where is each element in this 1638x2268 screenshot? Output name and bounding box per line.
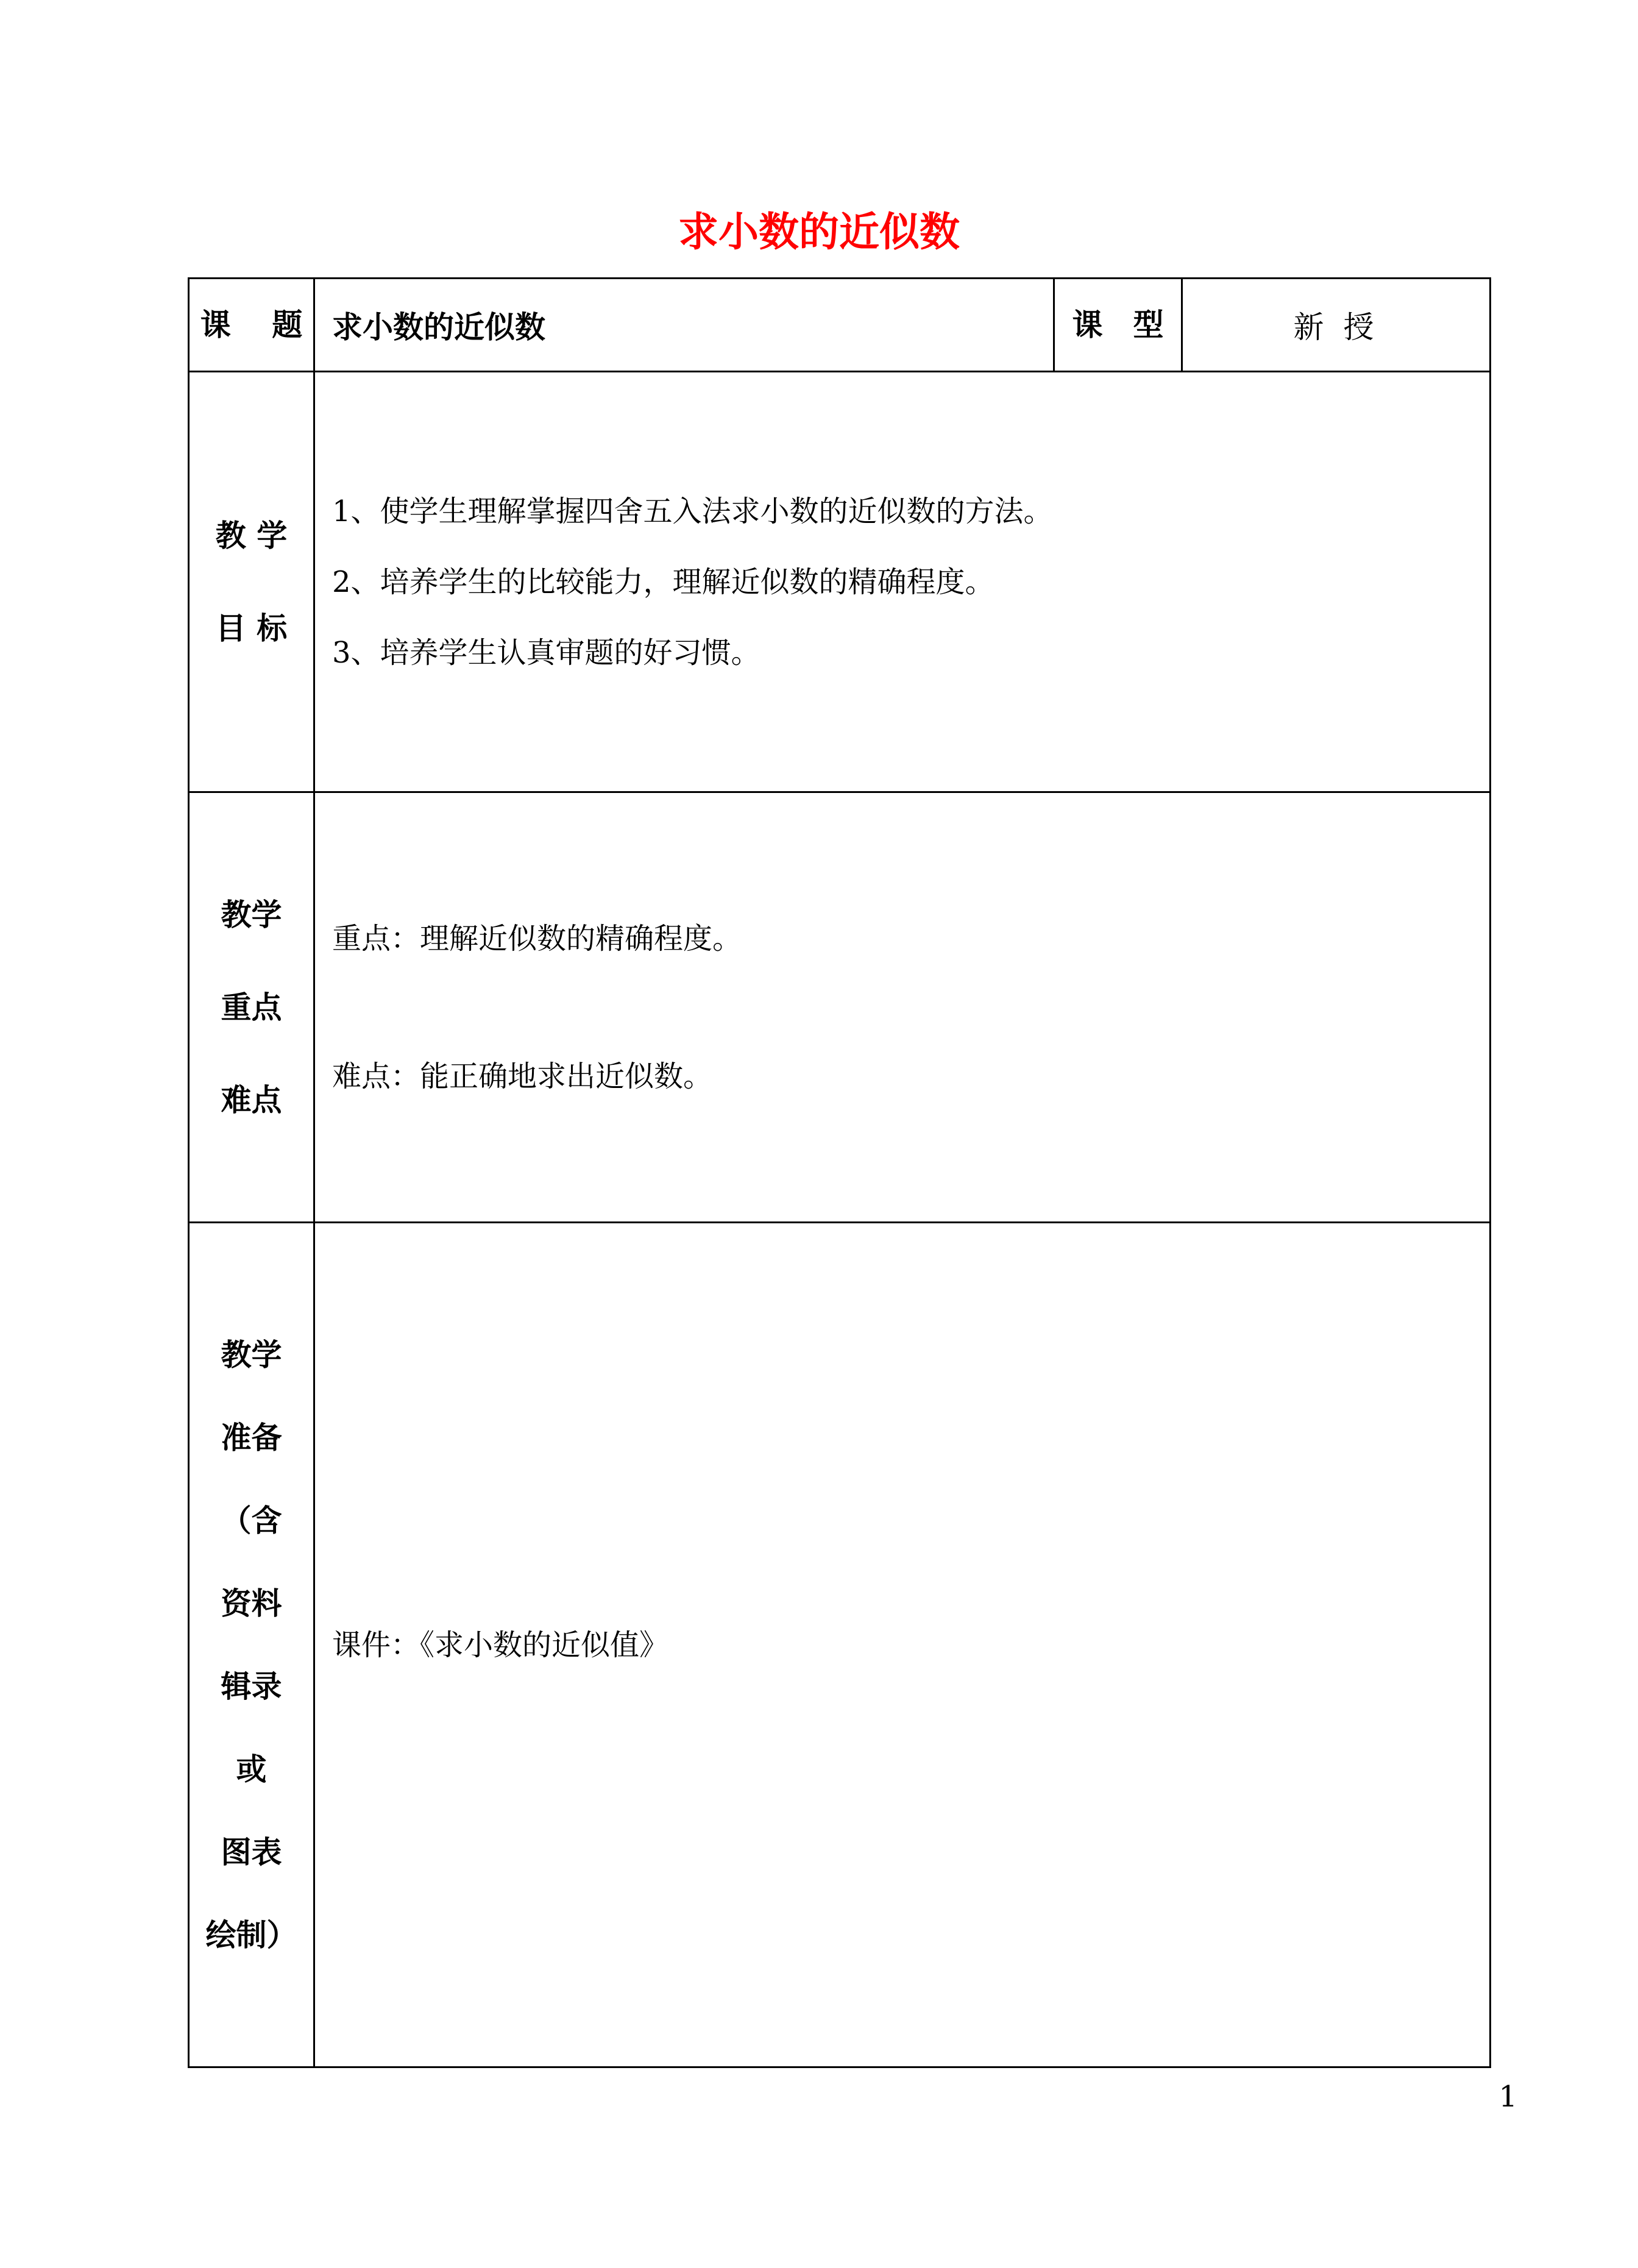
page-number: 1 — [1498, 2080, 1517, 2114]
objectives-label-line-2: 目 标 — [215, 610, 288, 646]
focus-text: 重点：理解近似数的精确程度。 — [332, 921, 742, 956]
key-points-label-line: 教学 — [221, 896, 282, 933]
objective-item: 1、使学生理解掌握四舍五入法求小数的近似数的方法。 — [332, 494, 1053, 528]
preparation-label-line: 图表 — [221, 1833, 282, 1870]
topic-label: 课 题 — [189, 279, 314, 372]
document-title: 求小数的近似数 — [678, 208, 960, 255]
preparation-label-line: 辑录 — [221, 1668, 282, 1704]
preparation-label-line: 准备 — [221, 1419, 282, 1456]
objectives-label-line-1: 教 学 — [215, 517, 288, 553]
objectives-label — [189, 372, 314, 792]
key-points-label — [189, 792, 314, 1223]
key-points-content — [314, 792, 1491, 1223]
preparation-label-line: 教学 — [221, 1336, 282, 1373]
difficulty-text: 难点：能正确地求出近似数。 — [332, 1059, 713, 1093]
type-value: 新 授 — [1182, 279, 1491, 372]
type-label: 课 型 — [1054, 279, 1182, 372]
topic-row — [189, 279, 1491, 372]
key-points-label-line: 难点 — [221, 1081, 282, 1118]
key-points-row — [189, 792, 1491, 1223]
objectives-content — [314, 372, 1491, 792]
objectives-row — [189, 372, 1491, 792]
topic-value: 求小数的近似数 — [314, 279, 1054, 372]
lesson-plan-table — [188, 277, 1491, 2068]
preparation-label — [189, 1223, 314, 2067]
objective-item: 2、培养学生的比较能力，理解近似数的精确程度。 — [332, 564, 994, 599]
objective-item: 3、培养学生认真审题的好习惯。 — [332, 635, 760, 670]
preparation-label-line: 资料 — [221, 1585, 282, 1621]
preparation-content: 课件：《求小数的近似值》 — [314, 1223, 1491, 2067]
preparation-label-line: 绘制） — [205, 1916, 297, 1953]
preparation-label-line: 或 — [236, 1751, 267, 1787]
preparation-label-line: （含 — [221, 1502, 282, 1538]
preparation-row — [189, 1223, 1491, 2067]
key-points-label-line: 重点 — [221, 989, 282, 1025]
